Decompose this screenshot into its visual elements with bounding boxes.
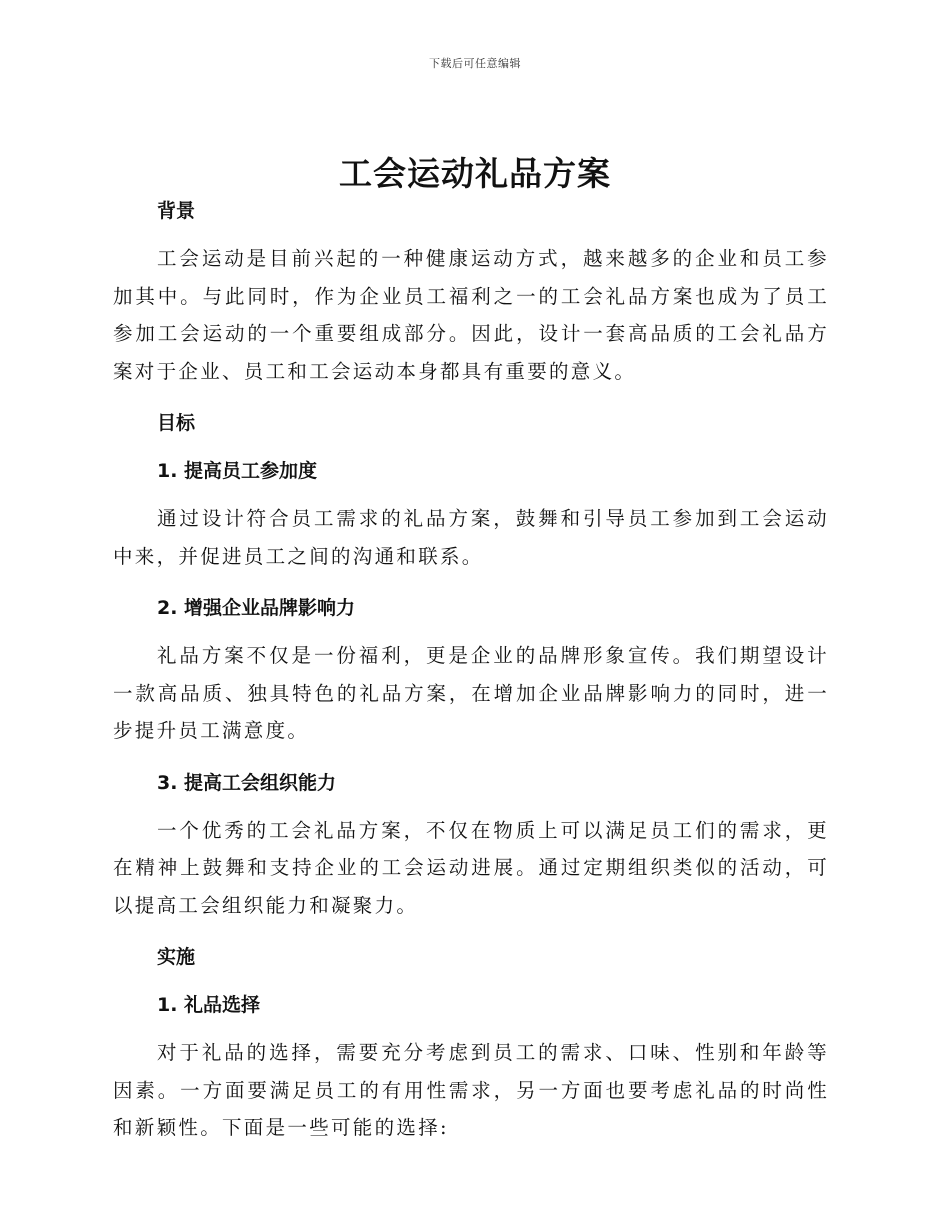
section-heading-goals: 目标 — [157, 412, 196, 434]
goal-3-heading: 3. 提高工会组织能力 — [157, 771, 337, 794]
section-heading-implementation: 实施 — [157, 946, 196, 968]
implementation-1-paragraph: 对于礼品的选择，需要充分考虑到员工的需求、口味、性别和年龄等因素。一方面要满足员工的有用性需求，另一方面也要考虑礼品的时尚性和新颖性。下面是一些可能的选择: — [113, 1041, 829, 1139]
goal-3-paragraph: 一个优秀的工会礼品方案，不仅在物质上可以满足员工们的需求，更在精神上鼓舞和支持企业的工会运动进展。通过定期组织类似的活动，可以提高工会组织能力和凝聚力。 — [113, 818, 829, 917]
document-body — [113, 196, 829, 1147]
background-paragraph: 工会运动是目前兴起的一种健康运动方式，越来越多的企业和员工参加其中。与此同时，作为企业员工福利之一的工会礼品方案也成为了员工参加工会运动的一个重要组成部分。因此，设计一套高品质的工会礼品方案对于企业、员工和工会运动本身都具有重要的意义。 — [113, 247, 829, 383]
header-note: 下载后可任意编辑 — [429, 57, 521, 70]
document-title: 工会运动礼品方案 — [339, 154, 611, 193]
goal-2-heading: 2. 增强企业品牌影响力 — [157, 597, 356, 619]
goal-2-paragraph: 礼品方案不仅是一份福利，更是企业的品牌形象宣传。我们期望设计一款高品质、独具特色的礼品方案，在增加企业品牌影响力的同时，进一步提升员工满意度。 — [113, 644, 829, 742]
implementation-1-heading: 1. 礼品选择 — [157, 994, 261, 1016]
goal-1-paragraph: 通过设计符合员工需求的礼品方案，鼓舞和引导员工参加到工会运动中来，并促进员工之间的沟通和联系。 — [113, 507, 829, 568]
section-heading-background: 背景 — [157, 200, 196, 222]
goal-1-heading: 1. 提高员工参加度 — [157, 460, 318, 482]
